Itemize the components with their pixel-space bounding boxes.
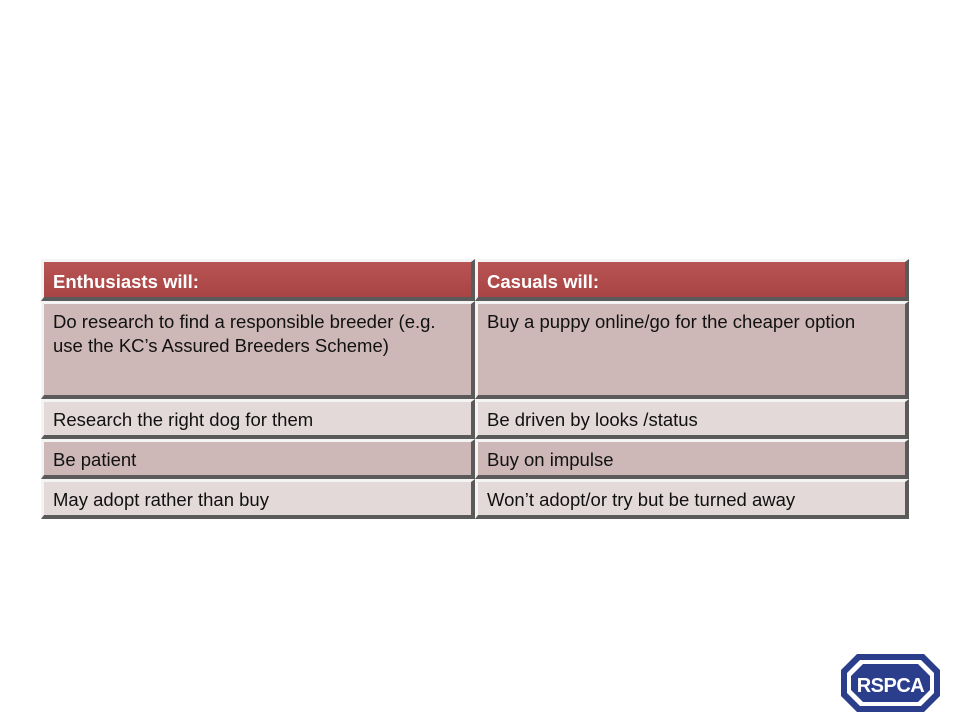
header-casuals: Casuals will:: [475, 259, 909, 301]
rspca-logo-text: RSPCA: [856, 675, 925, 697]
table-row: [41, 479, 909, 519]
table-cell: Buy on impulse: [475, 439, 909, 479]
table-row: [41, 439, 909, 479]
table-cell: May adopt rather than buy: [41, 479, 475, 519]
table-row: [41, 301, 909, 399]
rspca-logo: [840, 653, 941, 713]
table-cell: Research the right dog for them: [41, 399, 475, 439]
table-cell: Do research to find a responsible breeder (e.g. use the KC’s Assured Breeders Scheme): [41, 301, 475, 399]
table-cell: Be driven by looks /status: [475, 399, 909, 439]
table-cell: Buy a puppy online/go for the cheaper option: [475, 301, 909, 399]
header-enthusiasts: Enthusiasts will:: [41, 259, 475, 301]
table-cell: Be patient: [41, 439, 475, 479]
table-cell: Won’t adopt/or try but be turned away: [475, 479, 909, 519]
table-header-row: [41, 259, 909, 301]
table-row: [41, 399, 909, 439]
comparison-table: [41, 259, 909, 519]
